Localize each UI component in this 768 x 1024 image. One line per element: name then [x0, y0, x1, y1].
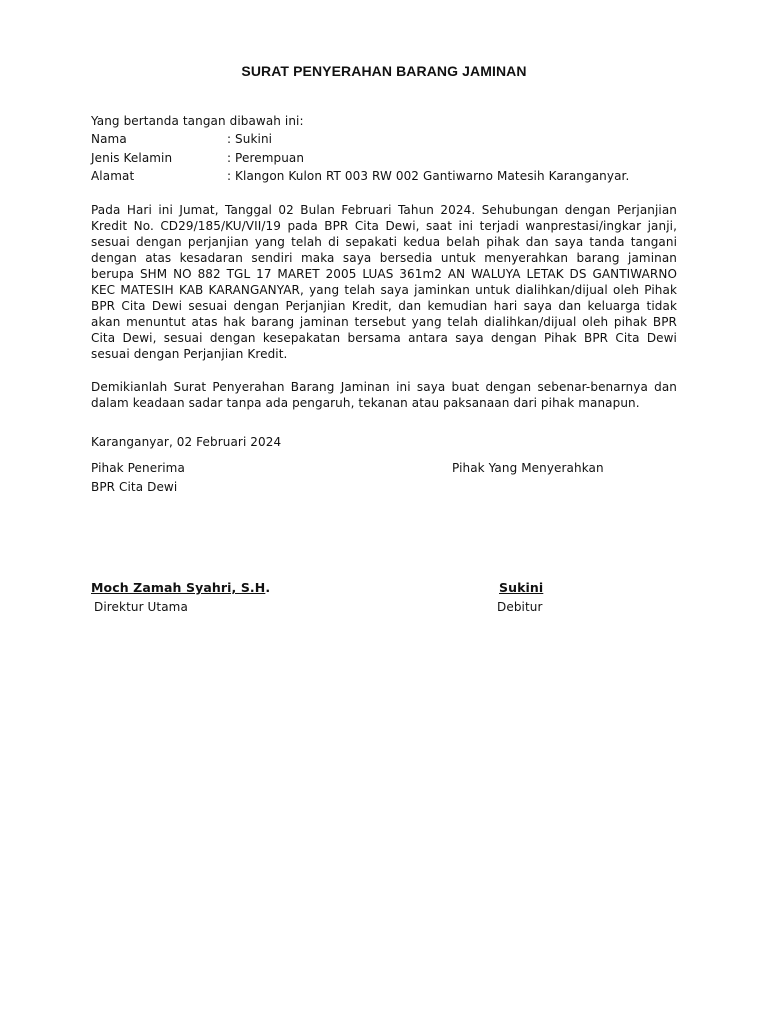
field-nama — [91, 131, 272, 147]
field-value: : Perempuan — [227, 151, 305, 165]
field-value: : Klangon Kulon RT 003 RW 002 Gantiwarno Matesih Karanganyar. — [227, 169, 630, 183]
field-label: Nama — [91, 132, 127, 146]
receiver-name: Moch Zamah Syahri, S.H — [91, 580, 266, 595]
giver-heading: Pihak Yang Menyerahkan — [452, 461, 604, 475]
field-alamat — [91, 168, 629, 184]
paragraph-statement: Pada Hari ini Jumat, Tanggal 02 Bulan Februari Tahun 2024. Sehubungan dengan Perjanjian Kredit No. CD29/185/KU/VII/19 pada BPR Cita Dewi, saat ini terjadi wanprestasi/ingkar janji, sesuai dengan perjanjian yang telah di sepakati kedua belah pihak dan saya tanda tangani dengan atas kesadaran sendiri maka saya bersedia untuk menyerahkan barang jaminan berupa SHM NO 882 TGL 17 MARET 2005 LUAS 361m2 AN WALUYA LETAK DS GANTIWARNO KEC MATESIH KAB KARANGANYAR, yang telah saya jaminkan untuk dialihkan/dijual oleh Pihak BPR Cita Dewi sesuai dengan Perjanjian Kredit, dan kemudian hari saya dan keluarga tidak akan menuntut atas hak barang jaminan tersebut yang telah dialihkan/dijual oleh pihak BPR Cita Dewi, sesuai dengan kesepakatan bersama antara saya dengan Pihak BPR Cita Dewi sesuai dengan Perjanjian Kredit. — [91, 203, 677, 361]
giver-name: Sukini — [499, 580, 544, 595]
receiver-heading: Pihak Penerima — [91, 461, 185, 475]
field-label: Alamat — [91, 169, 135, 183]
receiver-signature-line — [91, 580, 270, 596]
receiver-org: BPR Cita Dewi — [91, 480, 178, 494]
receiver-role: Direktur Utama — [94, 600, 188, 614]
document-title: SURAT PENYERAHAN BARANG JAMINAN — [241, 63, 527, 79]
giver-role: Debitur — [497, 600, 543, 614]
receiver-name-suffix: . — [265, 580, 271, 595]
field-label: Jenis Kelamin — [91, 151, 173, 165]
paragraph-closing: Demikianlah Surat Penyerahan Barang Jaminan ini saya buat dengan sebenar-benarnya dan dalam keadaan sadar tanpa ada pengaruh, tekanan atau paksanaan dari pihak manapun. — [91, 380, 677, 410]
intro-text: Yang bertanda tangan dibawah ini: — [91, 114, 304, 128]
field-value: : Sukini — [227, 132, 273, 146]
field-jenis-kelamin — [91, 150, 304, 166]
place-date: Karanganyar, 02 Februari 2024 — [91, 435, 282, 449]
